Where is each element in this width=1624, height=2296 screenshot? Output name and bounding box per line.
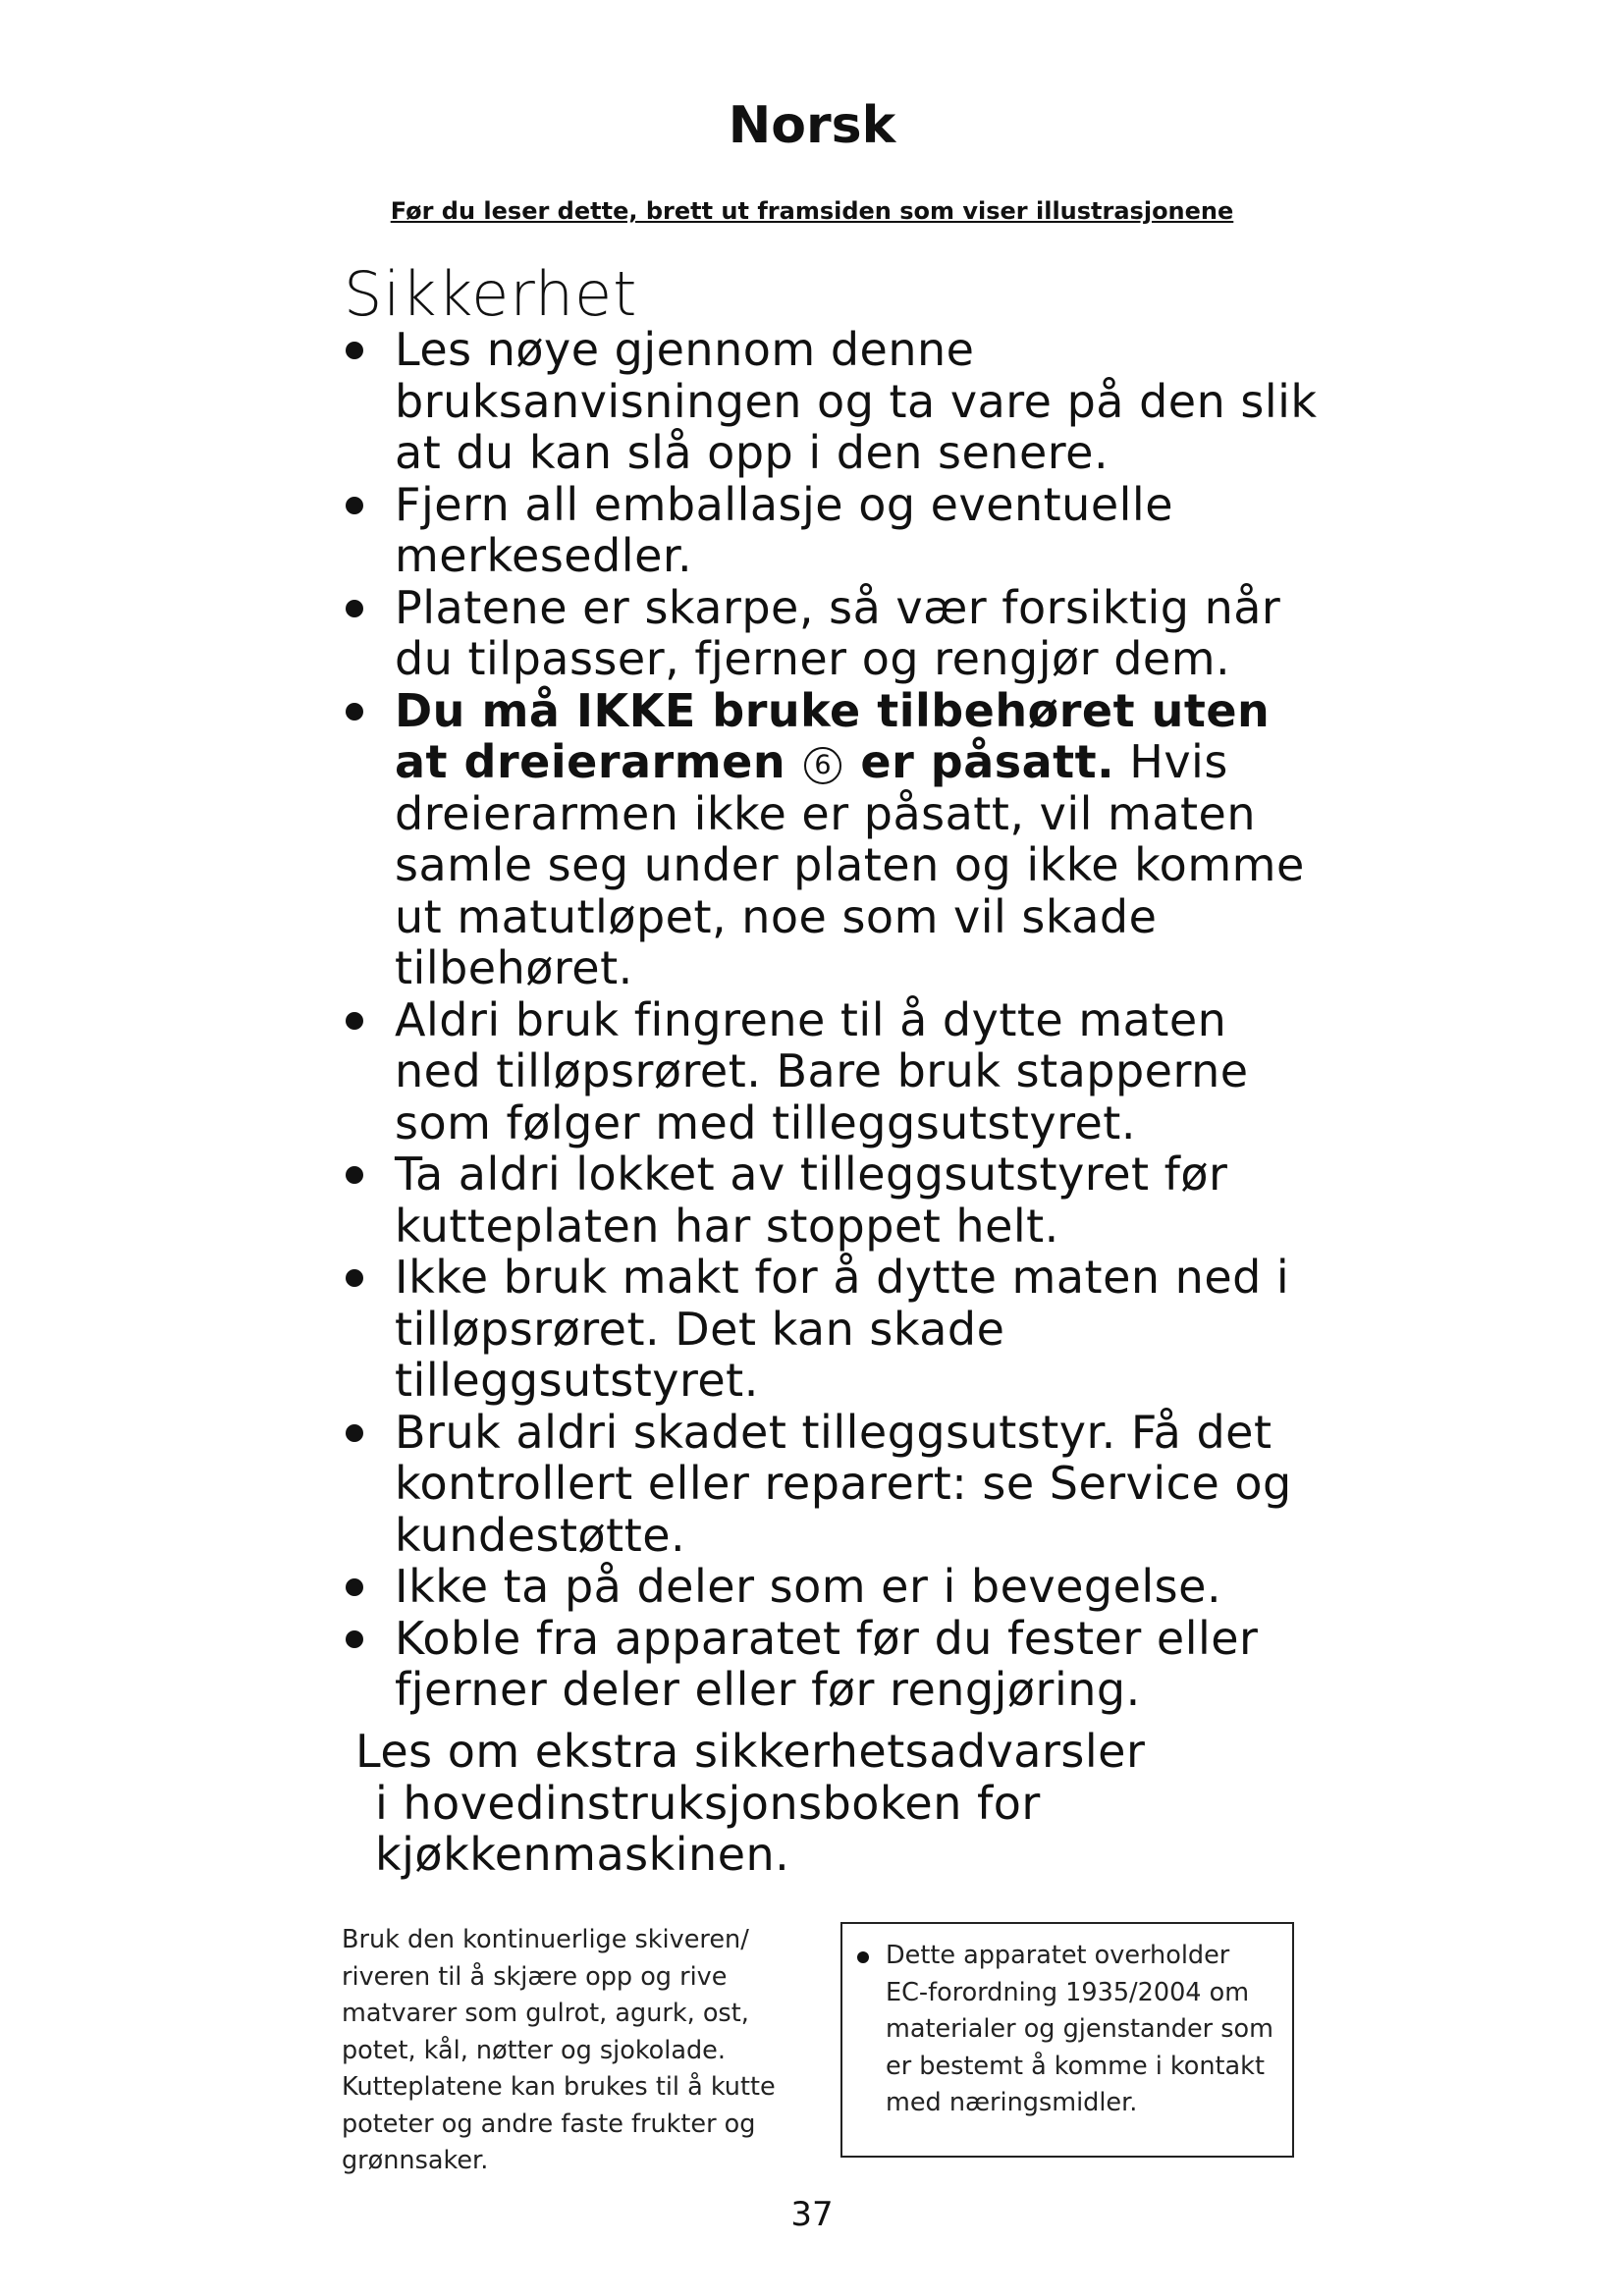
safety-item: Platene er skarpe, så vær forsiktig når du tilpasser, fjerner og rengjør dem. [344,582,1326,685]
bullet-icon [346,1012,363,1030]
safety-item: Bruk aldri skadet tilleggsutstyr. Få det kontrollert eller reparert: se Service og kundestøtte. [344,1407,1326,1562]
foldout-instruction: Før du leser dette, brett ut framsiden som viser illustrasjonene [390,197,1234,225]
bullet-icon [346,1166,363,1184]
additional-warnings-note [355,1725,1278,1881]
warning-bold-text-end: er påsatt. [860,735,1115,788]
bullet-icon [346,600,363,617]
safety-item: Ta aldri lokket av tilleggsutstyret før kutteplaten har stoppet helt. [344,1148,1326,1252]
safety-item: Koble fra apparatet før du fester eller fjerner deler eller før rengjøring. [344,1613,1326,1716]
language-title: Norsk [728,96,896,155]
note-line: i hovedinstruksjonsboken for [375,1776,1041,1830]
safety-item: Fjern all emballasje og eventuelle merkesedler. [344,479,1326,582]
bullet-icon [346,342,363,359]
usage-description: Bruk den kontinuerlige skiveren/ riveren til å skjære opp og rive matvarer som gulrot, agurk, ost, potet, kål, nøtter og sjokolade. Kutteplatene kan brukes til å kutte poteter og andre faste frukter og grønnsaker. [342,1925,776,2175]
note-line: kjøkkenmaskinen. [375,1828,790,1881]
bullet-icon [346,1630,363,1648]
compliance-box [840,1922,1294,2158]
bullet-icon [346,1424,363,1442]
warning-bold-text: Du må IKKE bruke tilbehøret uten at dreierarmen [395,683,1271,788]
compliance-text: Dette apparatet overholder EC-forordning 1935/2004 om materialer og gjenstander som er bestemt å komme i kontakt med næringsmidler. [886,1941,1273,2117]
note-line: Les om ekstra sikkerhetsadvarsler [355,1725,1146,1778]
safety-item: Ikke bruk makt for å dytte maten ned i tilløpsrøret. Det kan skade tilleggsutstyret. [344,1252,1326,1407]
part-number-marker: 6 [804,747,841,784]
safety-item: Aldri bruk fingrene til å dytte maten ned tilløpsrøret. Bare bruk stapperne som følger med tilleggsutstyret. [344,994,1326,1149]
safety-list [344,324,1326,1716]
safety-item: Ikke ta på deler som er i bevegelse. [344,1561,1326,1613]
safety-heading: Sikkerhet [344,258,638,330]
page-number: 37 [790,2195,834,2234]
bullet-icon [346,497,363,514]
bullet-icon [857,1951,869,1963]
bullet-icon [346,1578,363,1596]
safety-item: Les nøye gjennom denne bruksanvisningen og ta vare på den slik at du kan slå opp i den senere. [344,324,1326,479]
bullet-icon [346,1269,363,1287]
bullet-icon [346,703,363,721]
safety-item-warning: Du må IKKE bruke tilbehøret uten at dreierarmen 6 er påsatt. Hvis dreierarmen ikke er påsatt, vil maten samle seg under platen og ikke komme ut matutløpet, noe som vil skade tilbehøret. [344,685,1326,994]
